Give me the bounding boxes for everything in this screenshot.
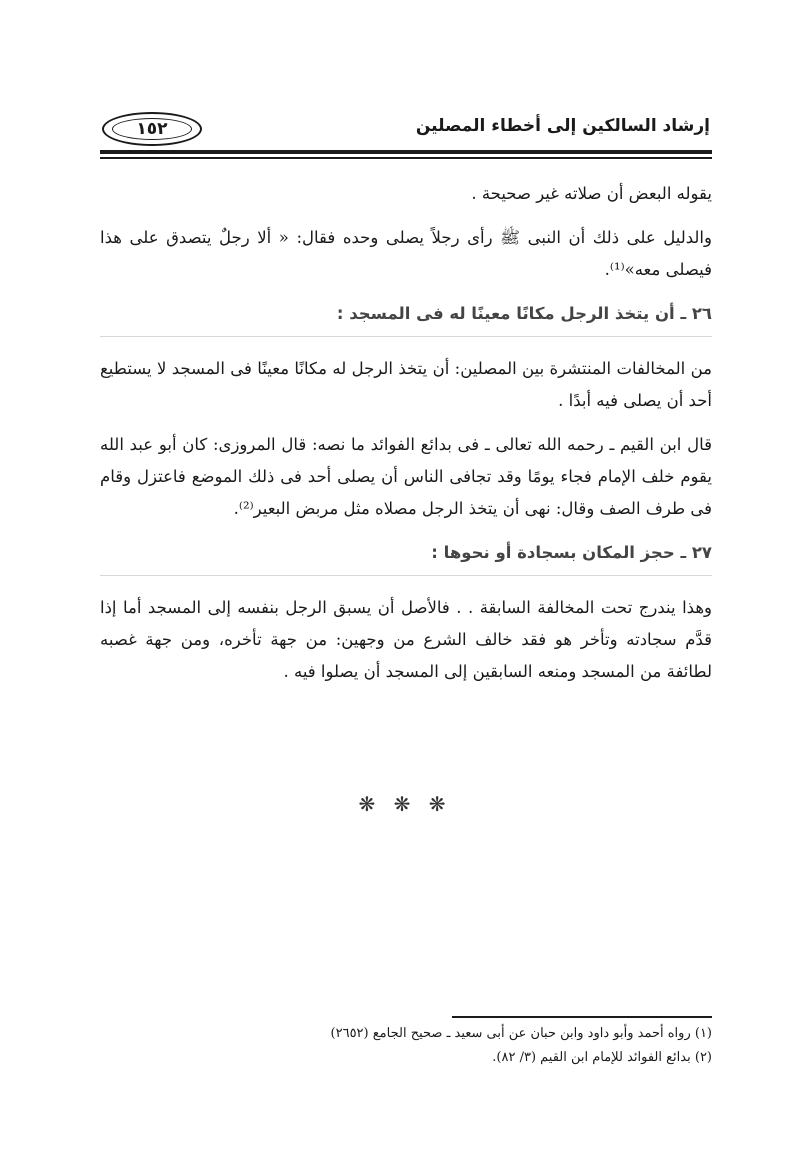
body-text bbox=[100, 178, 712, 700]
running-title: إرشاد السالكين إلى أخطاء المصلين bbox=[415, 116, 710, 136]
section-heading: ٢٦ ـ أن يتخذ الرجل مكانًا معينًا له فى المسجد : bbox=[336, 304, 712, 323]
section-end-ornament: ❋ ❋ ❋ bbox=[358, 792, 452, 816]
page-number: ١٥٢ bbox=[136, 119, 168, 139]
footnotes bbox=[100, 1022, 712, 1070]
section-heading: ٢٧ ـ حجز المكان بسجادة أو نحوها : bbox=[431, 543, 712, 562]
footnote-separator bbox=[452, 1016, 712, 1018]
paragraph: من المخالفات المنتشرة بين المصلين: أن يتخذ الرجل له مكانًا معينًا فى المسجد لا يستطيع أحد أن يصلى فيه أبدًا . bbox=[100, 359, 712, 410]
divider bbox=[100, 336, 712, 337]
footnote: (١) رواه أحمد وأبو داود وابن حبان عن أبى سعيد ـ صحيح الجامع (٢٦٥٢) bbox=[330, 1026, 712, 1041]
footnote: (٢) بدائع الفوائد للإمام ابن القيم (٣/ ٨٢). bbox=[492, 1050, 712, 1065]
header-rule-thick bbox=[100, 150, 712, 154]
page-header bbox=[100, 108, 710, 148]
divider bbox=[100, 575, 712, 576]
page-number-badge bbox=[102, 112, 202, 146]
paragraph: يقوله البعض أن صلاته غير صحيحة . bbox=[471, 184, 712, 203]
paragraph: وهذا يندرج تحت المخالفة السابقة . . فالأصل أن يسبق الرجل بنفسه إلى المسجد أما إذا قدَّم سجادته وتأخر هو فقد خالف الشرع من وجهين: من جهة تأخره، ومن جهة غصبه لطائفة من المسجد ومنعه السابقين إلى المسجد أن يصلوا فيه . bbox=[100, 598, 712, 681]
paragraph: قال ابن القيم ـ رحمه الله تعالى ـ فى بدائع الفوائد ما نصه: قال المروزى: كان أبو عبد الله يقوم خلف الإمام فجاء يومًا وقد تجافى الناس أن يصلى أحد فى ذلك الموضع فاعتزل وقام فى طرف الصف وقال: نهى أن يتخذ الرجل مصلاه مثل مربض البعير⁽²⁾. bbox=[100, 435, 712, 518]
paragraph: والدليل على ذلك أن النبى ﷺ رأى رجلاً يصلى وحده فقال: « ألا رجلٌ يتصدق على هذا فيصلى معه»⁽¹⁾. bbox=[100, 228, 712, 279]
header-rule-thin bbox=[100, 157, 712, 159]
